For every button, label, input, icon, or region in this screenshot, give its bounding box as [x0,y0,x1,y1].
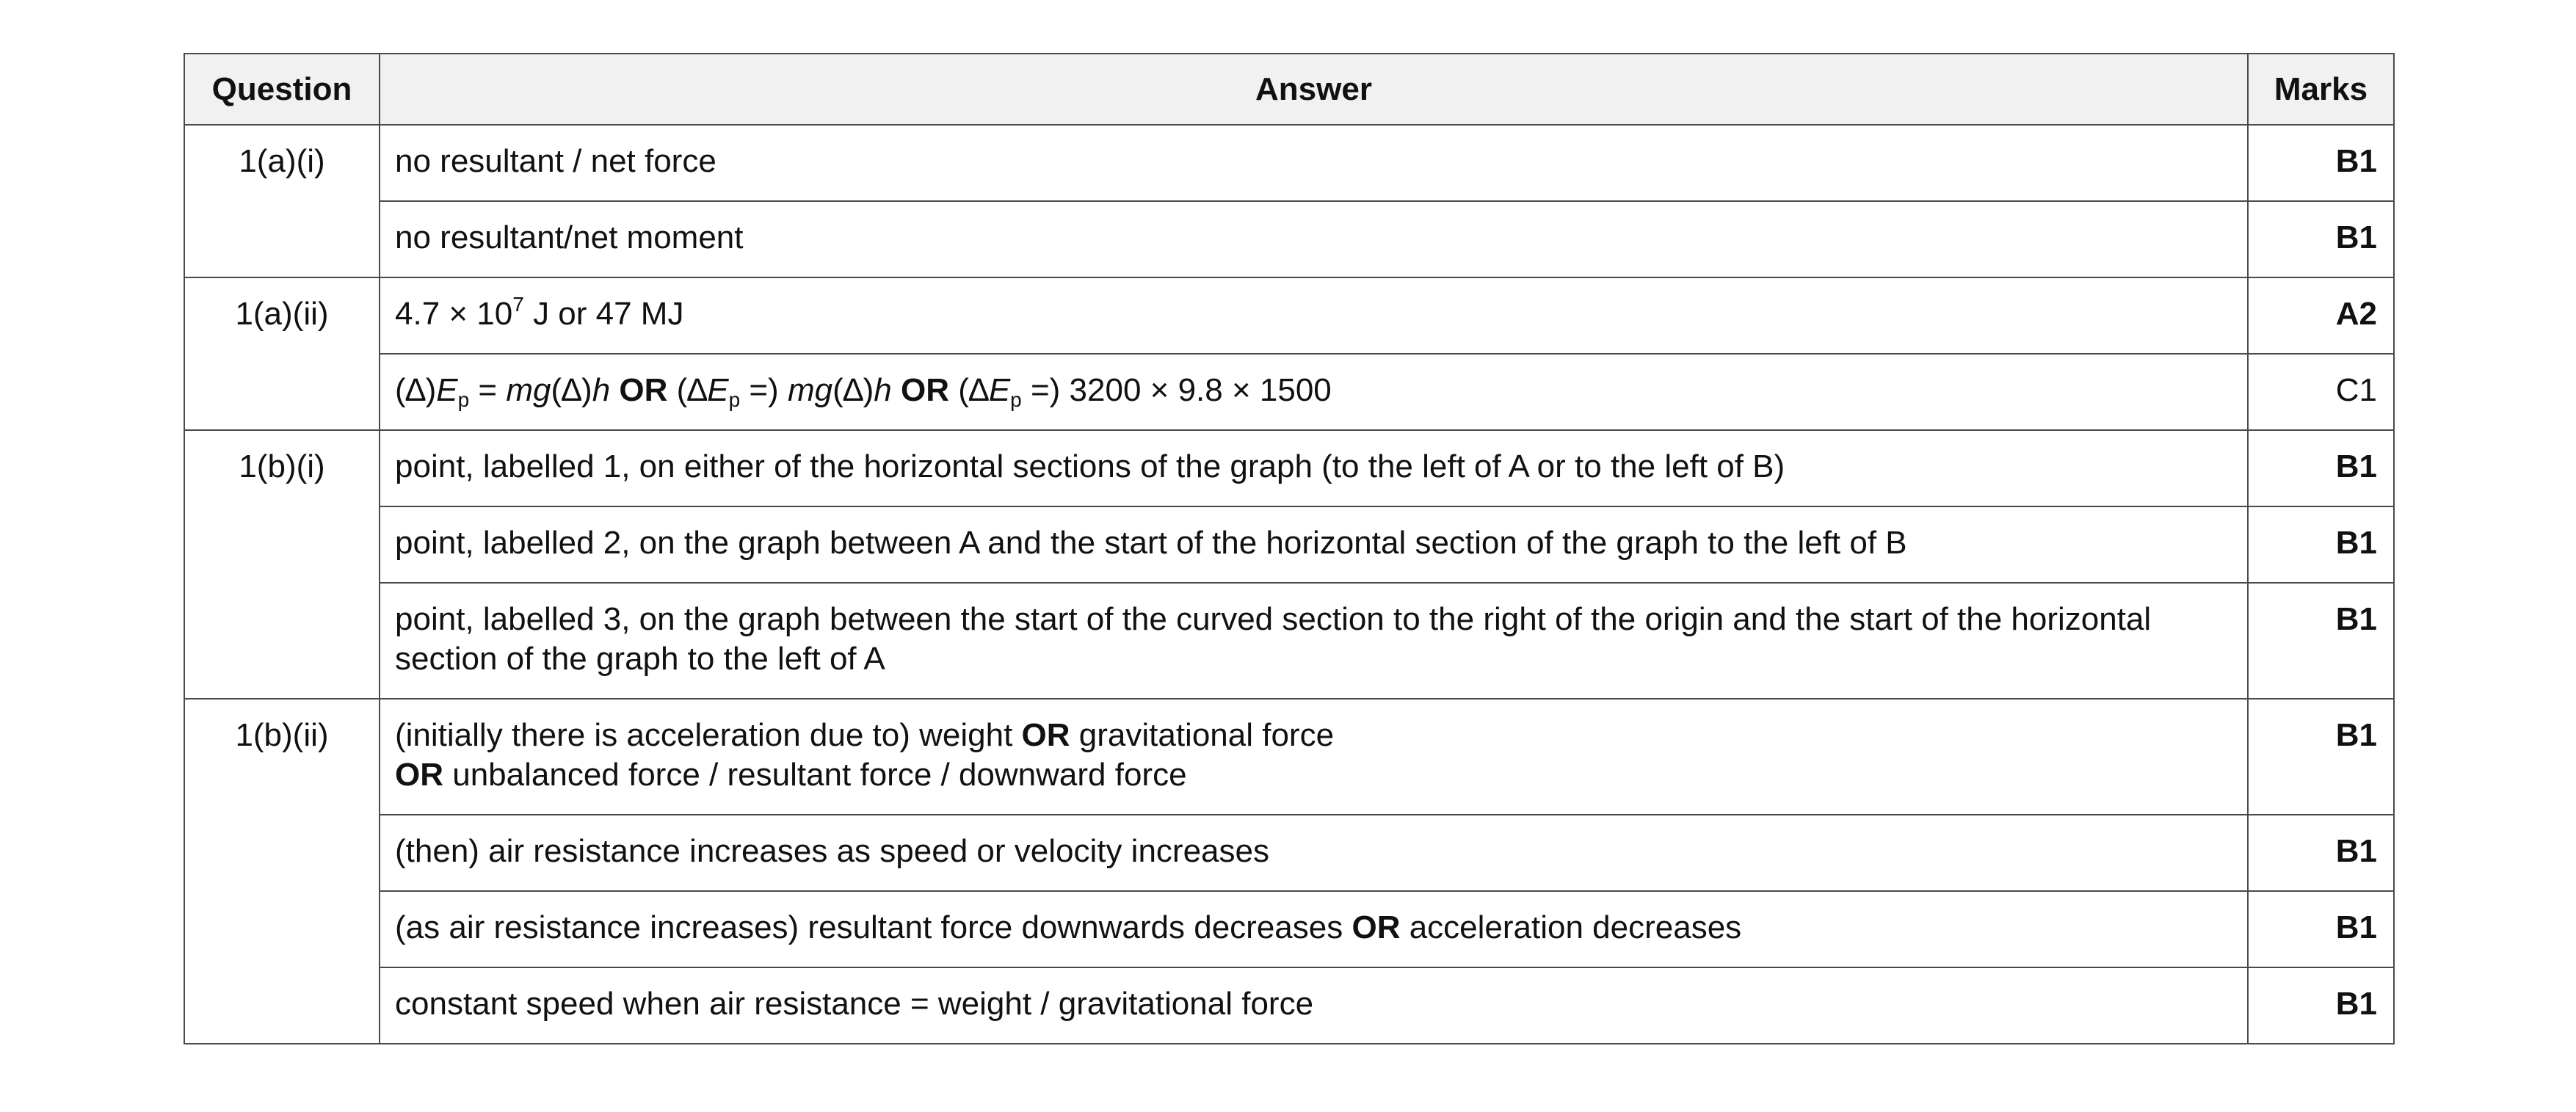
symbol-E: E [436,372,458,408]
table-row [184,277,2394,354]
symbol-h: h [874,372,892,408]
answer-cell [380,699,2248,815]
answer-text: = [469,372,507,408]
answer-text: (∆ [676,372,708,408]
question-number: 1(b)(ii) [184,699,380,1044]
subscript-p: p [457,388,470,411]
question-header: Question [184,54,380,125]
mark-cell: B1 [2248,699,2394,815]
header-row [184,54,2394,125]
symbol-E: E [988,372,1011,408]
answer-text: =) [740,372,788,408]
answer-cell: (then) air resistance increases as speed or velocity increases [380,815,2248,891]
table-row [184,967,2394,1044]
answer-text: (∆) [551,372,592,408]
mark-cell: B1 [2248,815,2394,891]
mark-cell: B1 [2248,125,2394,201]
subscript-p: p [728,388,741,411]
answer-text: (∆ [958,372,989,408]
table-row [184,583,2394,699]
answer-cell: point, labelled 1, on either of the horizontal sections of the graph (to the left of A or to the left of B) [380,430,2248,506]
symbol-mg: mg [506,372,551,408]
mark-cell: B1 [2248,967,2394,1044]
answer-cell: point, labelled 3, on the graph between the start of the curved section to the right of the origin and the start of the horizontal section of the graph to the left of A [380,583,2248,699]
symbol-mg: mg [787,372,833,408]
question-number: 1(a)(i) [184,125,380,277]
answer-text: unbalanced force / resultant force / downward force [443,757,1187,793]
table-row [184,125,2394,201]
answer-text: J or 47 MJ [523,296,684,332]
table-row [184,506,2394,583]
mark-cell: A2 [2248,277,2394,354]
answer-text: (as air resistance increases) resultant force downwards decreases [395,909,1352,945]
or-keyword: OR [1352,909,1401,945]
table-row [184,201,2394,277]
answer-text: =) 3200 × 9.8 × 1500 [1021,372,1332,408]
exponent: 7 [512,293,524,316]
mark-scheme-table [184,53,2395,1044]
answer-cell: no resultant/net moment [380,201,2248,277]
mark-cell: C1 [2248,354,2394,430]
answer-text: 4.7 × 10 [395,296,513,332]
answer-text: (∆) [832,372,874,408]
answer-cell: constant speed when air resistance = weight / gravitational force [380,967,2248,1044]
answer-cell [380,277,2248,354]
answer-text: acceleration decreases [1400,909,1742,945]
mark-cell: B1 [2248,891,2394,967]
answer-cell [380,891,2248,967]
question-number: 1(a)(ii) [184,277,380,430]
mark-cell: B1 [2248,506,2394,583]
or-keyword: OR [1021,717,1070,753]
or-keyword: OR [610,372,677,408]
table-row [184,891,2394,967]
table-row [184,699,2394,815]
table-row [184,354,2394,430]
marks-header: Marks [2248,54,2394,125]
mark-cell: B1 [2248,201,2394,277]
answer-text: (∆) [395,372,437,408]
symbol-E: E [707,372,729,408]
table-row [184,430,2394,506]
table-row [184,815,2394,891]
or-keyword: OR [891,372,959,408]
mark-cell: B1 [2248,430,2394,506]
answer-text: (initially there is acceleration due to) weight [395,717,1022,753]
answer-cell [380,354,2248,430]
answer-cell: no resultant / net force [380,125,2248,201]
mark-cell: B1 [2248,583,2394,699]
answer-cell: point, labelled 2, on the graph between A and the start of the horizontal section of the graph to the left of B [380,506,2248,583]
or-keyword: OR [395,757,443,793]
subscript-p: p [1010,388,1022,411]
question-number: 1(b)(i) [184,430,380,699]
answer-header: Answer [380,54,2248,125]
answer-text: gravitational force [1070,717,1335,753]
symbol-h: h [592,372,611,408]
mark-scheme [184,53,2393,1044]
